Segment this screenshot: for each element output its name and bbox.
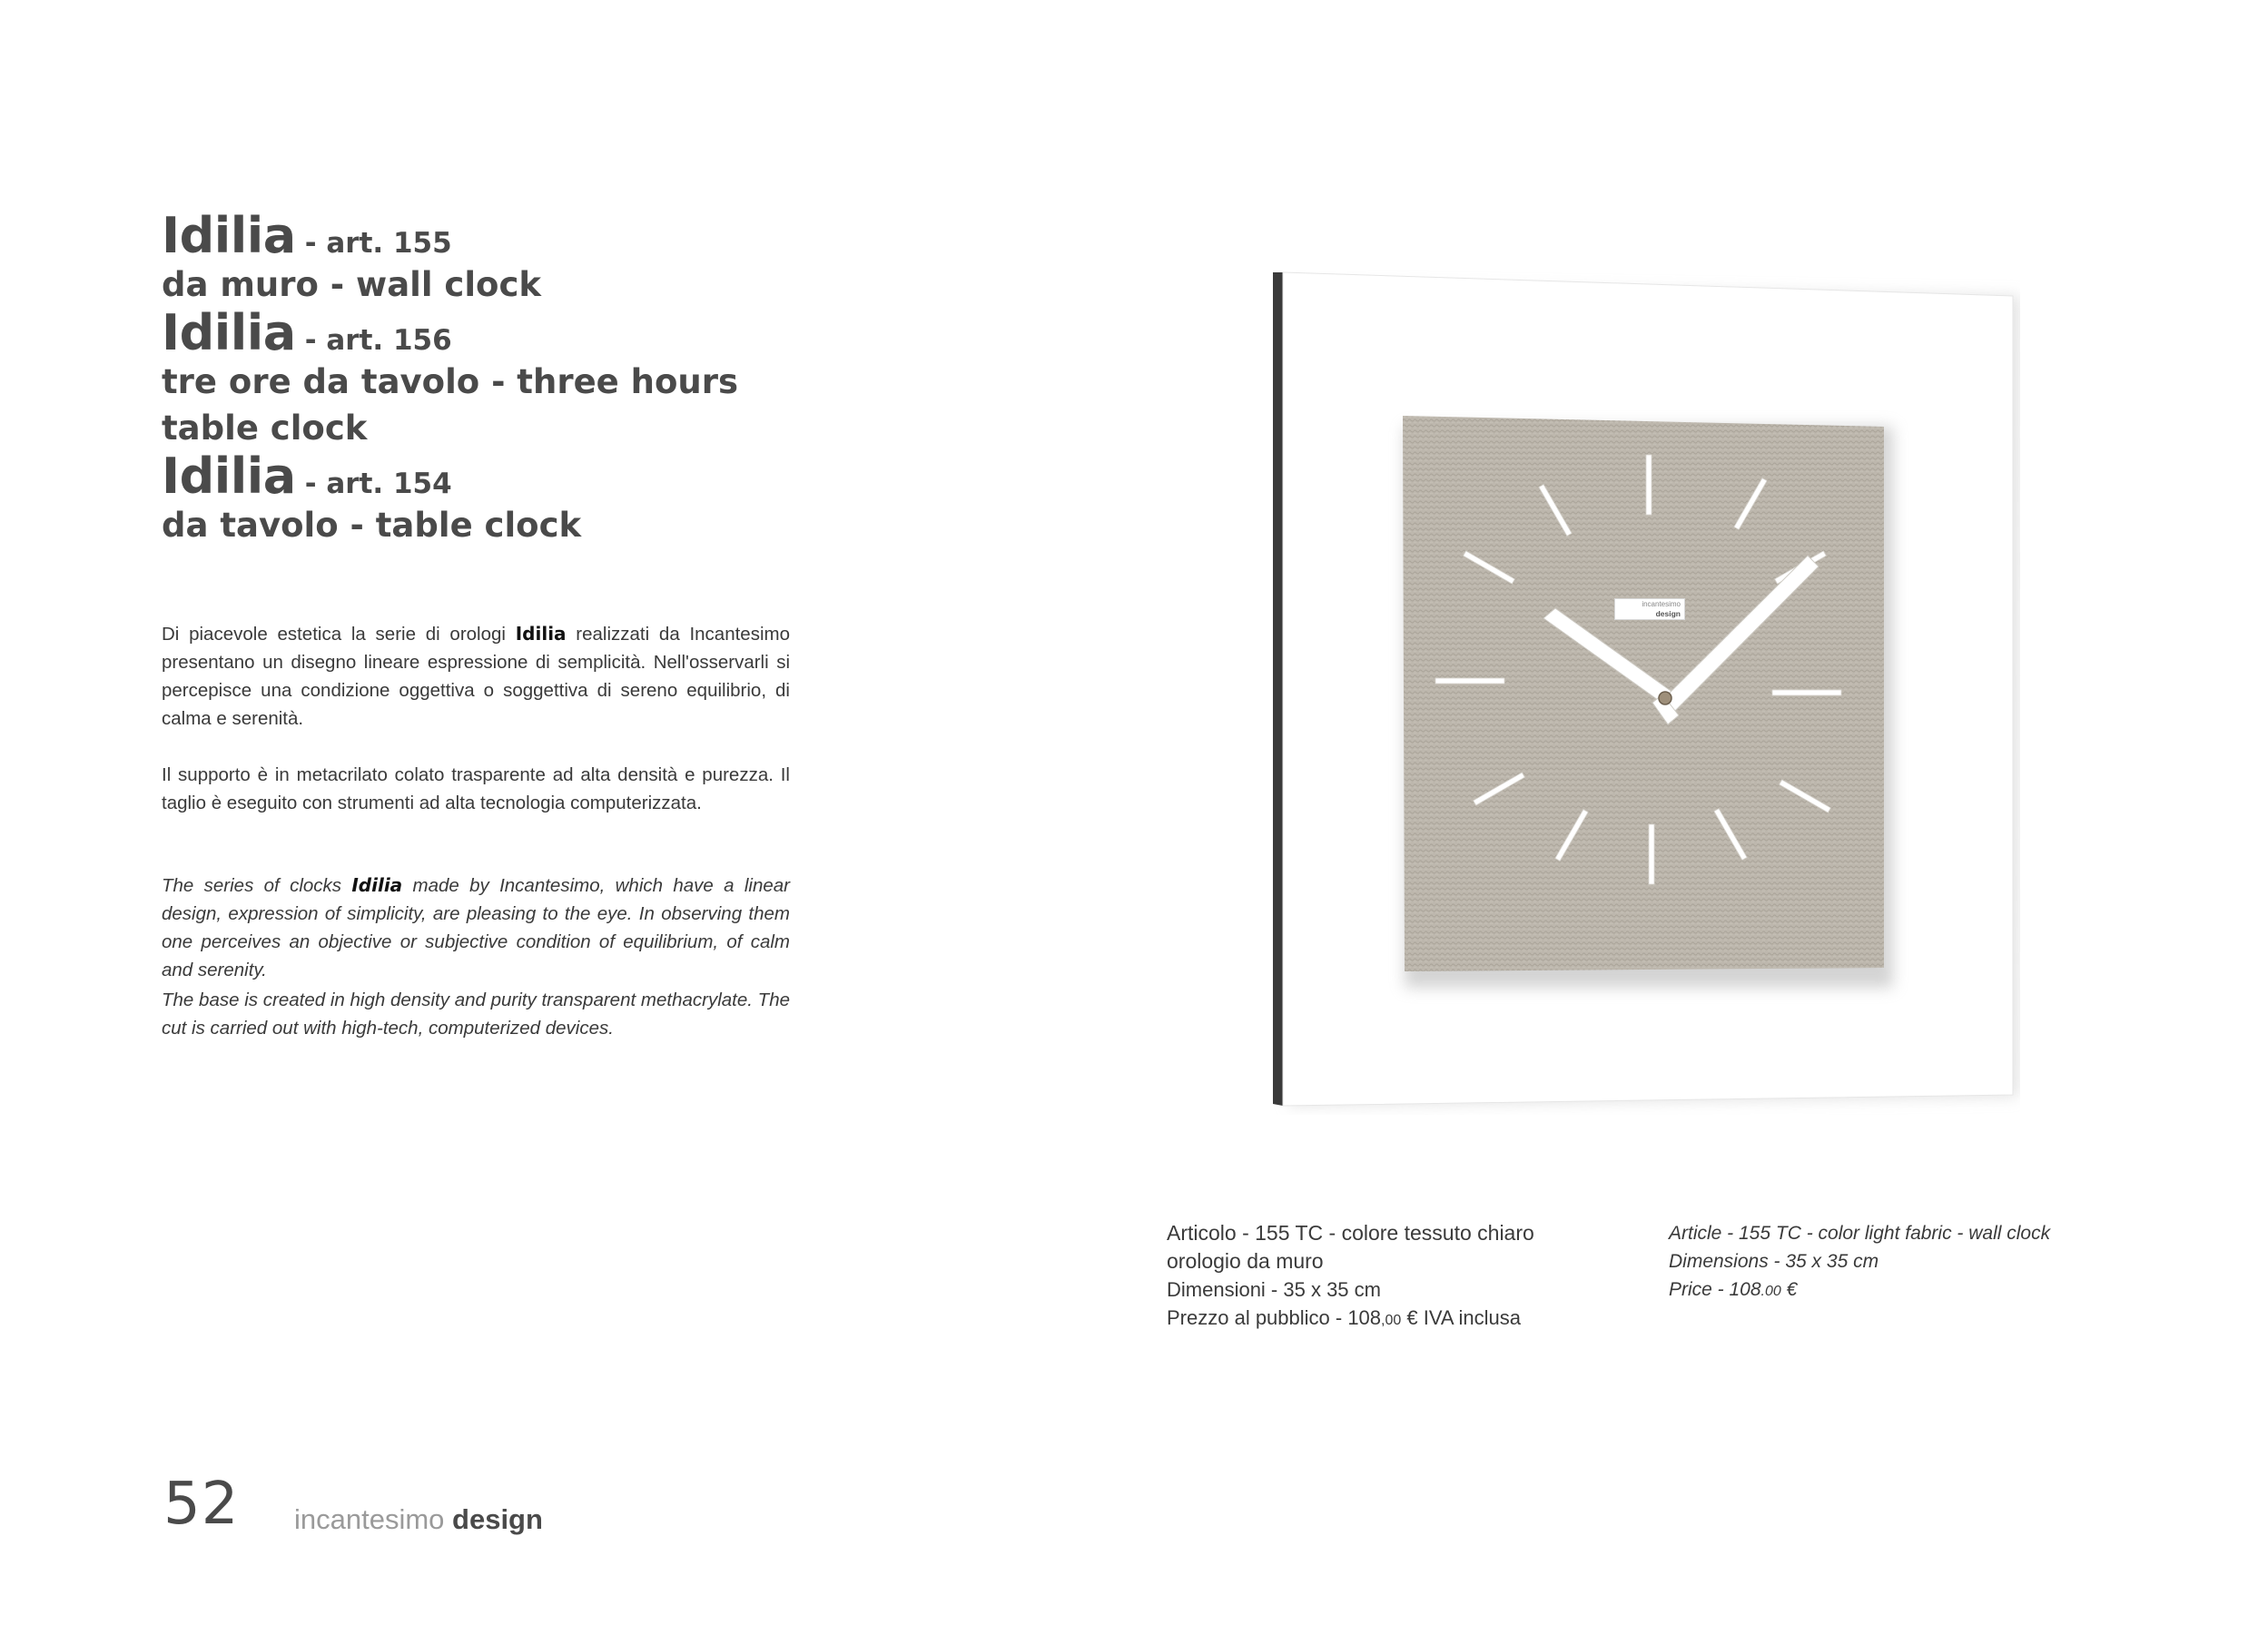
article-number: - art. 155 <box>304 227 452 260</box>
footer-brand: incantesimo design <box>294 1503 543 1535</box>
heading-art-155 <box>162 207 870 264</box>
product-headings <box>162 207 870 548</box>
caption-article: Articolo - 155 TC - colore tessuto chiaro <box>1167 1221 1534 1245</box>
description-it-paragraph-2: Il supporto è in metacrilato colato trasparente ad alta densità e purezza. Il taglio è eseguito con strumenti ad alta tecnologia computerizzata. <box>162 764 790 813</box>
page-number: 52 <box>163 1471 240 1538</box>
description-en-paragraph-1: The series of clocks Idilia made by Incantesimo, which have a linear design, expression of simplicity, are pleasing to the eye. In observing them one perceives an objective or subjective condition of equilibrium, of calm and serenity. <box>162 874 791 980</box>
clock-brand-tag: incantesimo design <box>1614 598 1685 620</box>
product-subtitle: da tavolo - table clock <box>162 506 582 545</box>
series-name: Idilia <box>515 623 567 645</box>
description-en-paragraph-2: The base is created in high density and purity transparent methacrylate. The cut is carried out with high-tech, computerized devices. <box>162 990 790 1039</box>
caption-price: Prezzo al pubblico - 108,00 € IVA inclusa <box>1167 1306 1521 1329</box>
product-subtitle: tre ore da tavolo - three hours table clock <box>162 362 739 448</box>
heading-art-156 <box>162 304 870 361</box>
caption-article: Article - 155 TC - color light fabric - wall clock <box>1669 1223 2051 1244</box>
heading-art-154 <box>162 448 870 505</box>
caption-english <box>1669 1219 2086 1305</box>
product-name: Idilia <box>162 304 296 361</box>
description-it-paragraph-1: Di piacevole estetica la serie di orologi Idilia realizzati da Incantesimo presentano un disegno lineare espressione di semplicità. Nell'osservarli si percepisce una condizione oggettiva o soggettiva di sereno equilibrio, di calma e serenità. <box>162 623 790 729</box>
caption-italian <box>1167 1219 1639 1334</box>
caption-dimensions: Dimensions - 35 x 35 cm <box>1669 1251 1879 1272</box>
article-number: - art. 154 <box>304 468 452 500</box>
panel-edge <box>1273 272 1283 1106</box>
product-subtitle: da muro - wall clock <box>162 265 541 304</box>
caption-price: Price - 108.00 € <box>1669 1279 1798 1300</box>
article-number: - art. 156 <box>304 324 452 357</box>
product-name: Idilia <box>162 207 296 264</box>
wall-clock-illustration <box>1267 271 2020 1115</box>
caption-type: orologio da muro <box>1167 1249 1324 1273</box>
product-name: Idilia <box>162 448 296 505</box>
clock-photo <box>1267 271 2020 1115</box>
series-name: Idilia <box>351 874 403 896</box>
clock-center-pin <box>1659 692 1671 704</box>
caption-dimensions: Dimensioni - 35 x 35 cm <box>1167 1278 1381 1301</box>
